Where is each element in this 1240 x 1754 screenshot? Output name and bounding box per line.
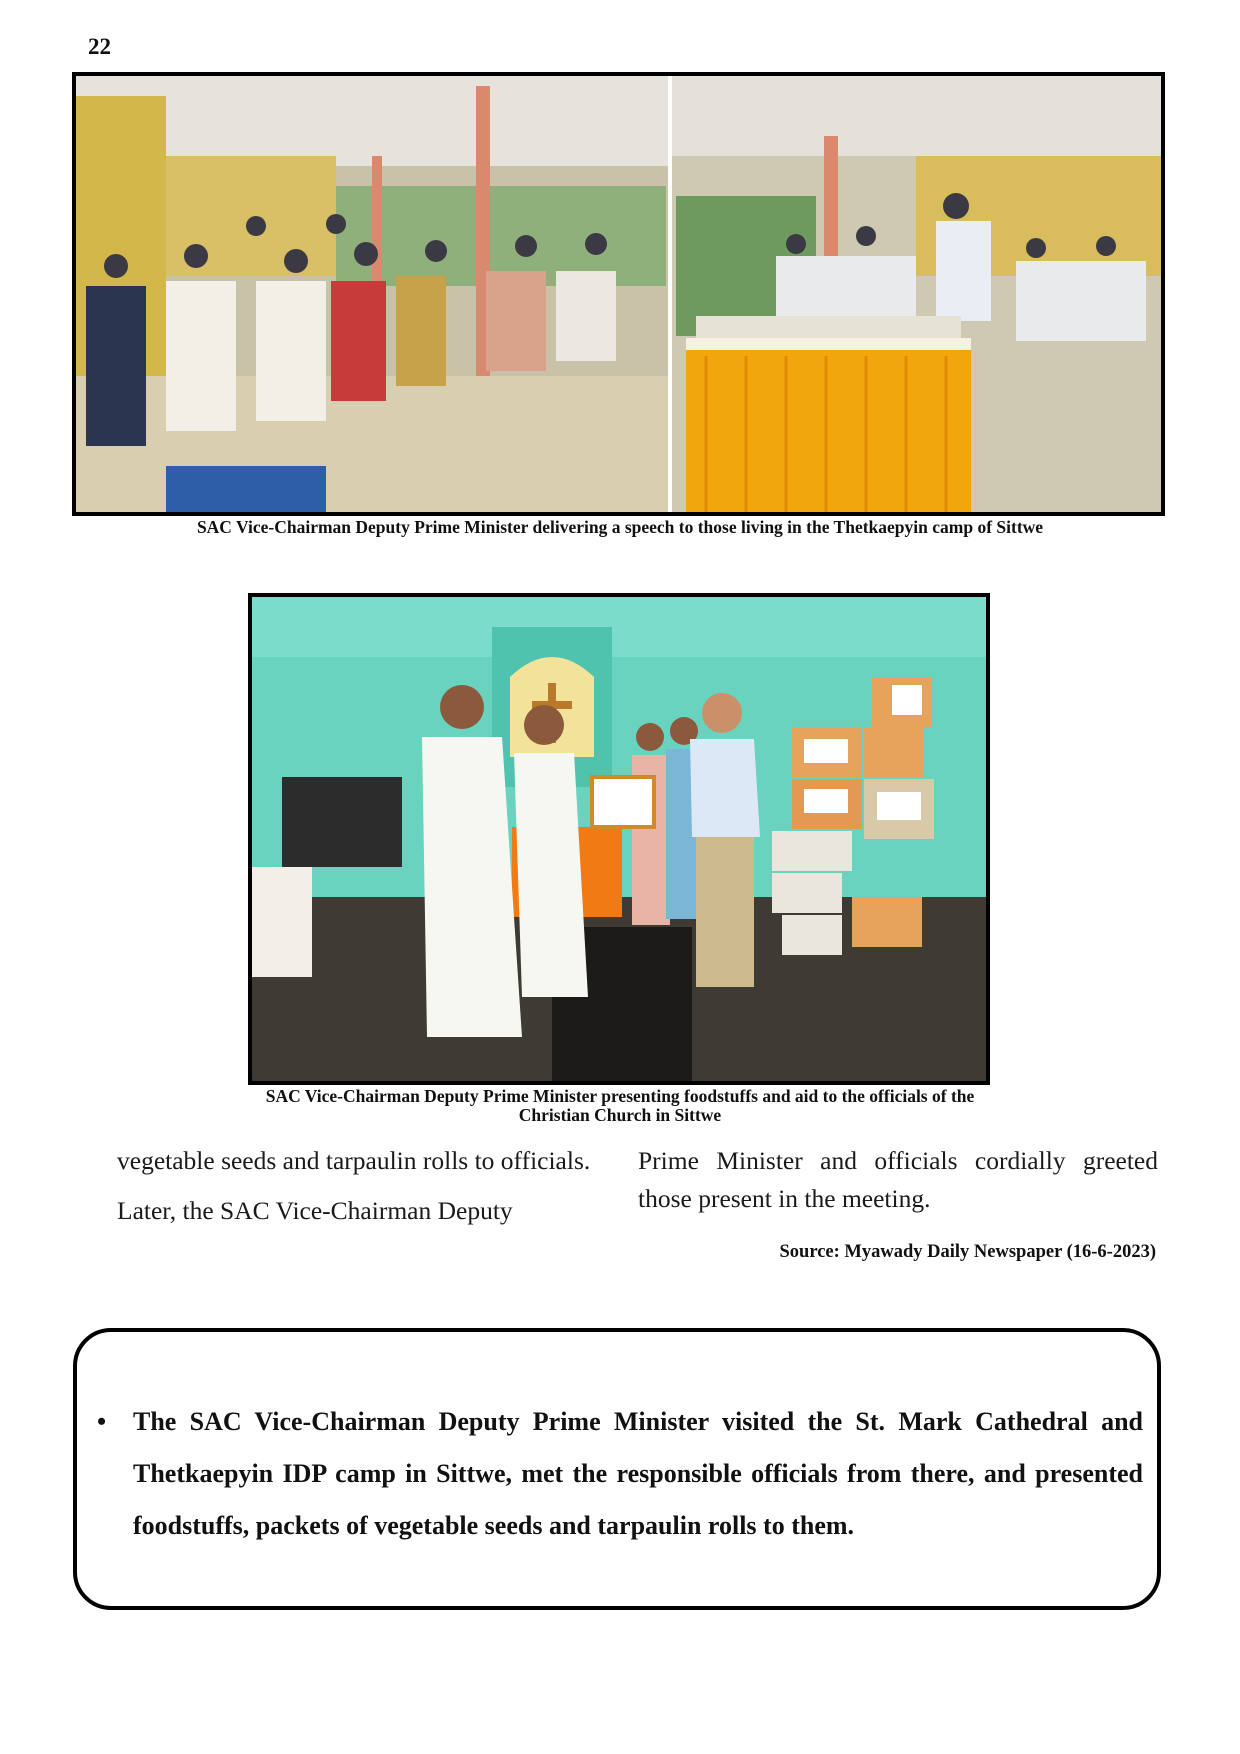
figure-caption-2 bbox=[180, 1087, 1060, 1125]
figure-caption-2-line2: Christian Church in Sittwe bbox=[518, 1105, 722, 1125]
summary-item bbox=[97, 1396, 1143, 1552]
photo-camp-speech-image bbox=[76, 76, 1161, 512]
body-paragraph: vegetable seeds and tarpaulin rolls to officials. bbox=[117, 1146, 591, 1175]
photo-camp-speech bbox=[72, 72, 1165, 516]
photo-church-donation bbox=[248, 593, 990, 1085]
body-column-right bbox=[638, 1142, 1158, 1230]
body-column-left bbox=[117, 1142, 595, 1242]
source-citation: Source: Myawady Daily Newspaper (16-6-2023) bbox=[779, 1242, 1156, 1262]
summary-box bbox=[73, 1328, 1161, 1610]
body-paragraph: Prime Minister and officials cordially greeted those present in the meeting. bbox=[638, 1146, 1158, 1213]
body-paragraph: Later, the SAC Vice-Chairman Deputy bbox=[117, 1196, 513, 1225]
summary-text: The SAC Vice-Chairman Deputy Prime Minister visited the St. Mark Cathedral and Thetkaepyin IDP camp in Sittwe, met the responsible officials from there, and presented foodstuffs, packets of vegetable seeds and tarpaulin rolls to them. bbox=[133, 1407, 1143, 1540]
figure-caption-2-line1: SAC Vice-Chairman Deputy Prime Minister presenting foodstuffs and aid to the officials of the bbox=[265, 1086, 975, 1106]
figure-caption-1: SAC Vice-Chairman Deputy Prime Minister delivering a speech to those living in the Thetkaepyin camp of Sittwe bbox=[196, 517, 1044, 537]
bullet-icon: • bbox=[97, 1407, 107, 1436]
page-number: 22 bbox=[88, 34, 111, 59]
photo-church-donation-image bbox=[252, 597, 986, 1081]
